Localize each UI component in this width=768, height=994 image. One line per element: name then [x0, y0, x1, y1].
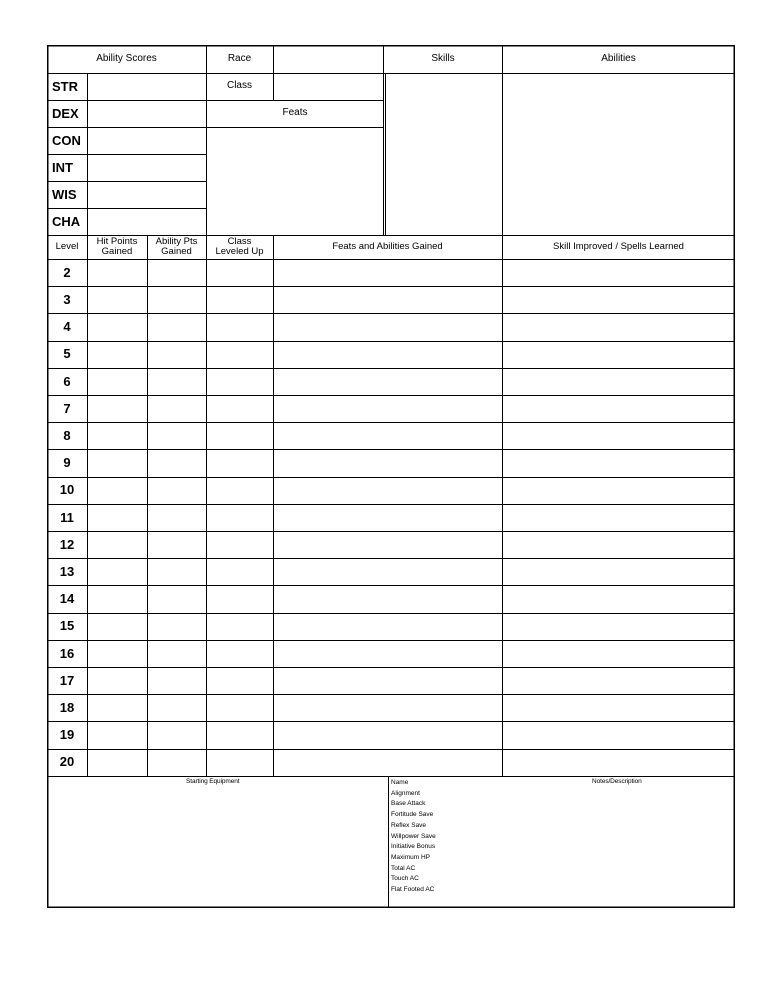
ability-scores-header: Ability Scores	[96, 52, 157, 64]
race-field[interactable]	[273, 45, 384, 73]
stat-label: Flat Footed AC	[391, 886, 435, 894]
level-hit-points-field[interactable]	[87, 449, 147, 476]
level-ability-pts-field[interactable]	[147, 694, 206, 721]
stat-label: Base Attack	[391, 800, 426, 808]
level-feats-gained-field[interactable]	[273, 368, 502, 395]
level-number: 12	[59, 536, 75, 552]
level-feats-gained-field[interactable]	[273, 667, 502, 694]
level-feats-gained-field[interactable]	[273, 395, 502, 422]
stat-label: Name	[391, 779, 409, 786]
level-feats-gained-field[interactable]	[273, 422, 502, 449]
ability-con-field[interactable]	[87, 127, 206, 154]
level-feats-gained-field[interactable]	[273, 585, 502, 612]
character-sheet	[47, 45, 735, 908]
level-skills-learned-field[interactable]	[502, 504, 735, 531]
level-skills-learned-field[interactable]	[502, 422, 735, 449]
level-ability-pts-field[interactable]	[147, 395, 206, 422]
level-skills-learned-field[interactable]	[502, 341, 735, 368]
level-hit-points-field[interactable]	[87, 749, 147, 776]
col-skill-improved: Skill Improved / Spells Learned	[553, 241, 684, 253]
level-skills-learned-field[interactable]	[502, 558, 735, 585]
col-class-leveled-up: Class Leveled Up	[215, 236, 264, 257]
level-number: 8	[63, 427, 71, 443]
level-ability-pts-field[interactable]	[147, 558, 206, 585]
col-hit-points-gained: Hit Points Gained	[96, 236, 138, 257]
ability-cha-label: CHA	[52, 213, 81, 229]
skills-header: Skills	[431, 52, 455, 64]
level-hit-points-field[interactable]	[87, 286, 147, 313]
ability-dex-field[interactable]	[87, 100, 206, 127]
level-skills-learned-field[interactable]	[502, 640, 735, 667]
level-feats-gained-field[interactable]	[273, 286, 502, 313]
starting-equipment-area[interactable]	[47, 774, 388, 908]
class-field[interactable]	[273, 73, 384, 100]
level-class-leveled-field[interactable]	[206, 749, 273, 776]
level-skills-learned-field[interactable]	[502, 667, 735, 694]
level-skills-learned-field[interactable]	[502, 449, 735, 476]
abilities-area[interactable]	[502, 73, 735, 235]
level-skills-learned-field[interactable]	[502, 477, 735, 504]
ability-wis-field[interactable]	[87, 181, 206, 208]
level-hit-points-field[interactable]	[87, 558, 147, 585]
level-class-leveled-field[interactable]	[206, 667, 273, 694]
col-ability-pts-gained: Ability Pts Gained	[155, 236, 198, 257]
level-number: 19	[59, 727, 75, 743]
stat-label: Initiative Bonus	[391, 843, 436, 851]
level-hit-points-field[interactable]	[87, 341, 147, 368]
feats-area[interactable]	[206, 127, 384, 235]
level-skills-learned-field[interactable]	[502, 721, 735, 748]
level-skills-learned-field[interactable]	[502, 313, 735, 340]
level-hit-points-field[interactable]	[87, 477, 147, 504]
level-hit-points-field[interactable]	[87, 613, 147, 640]
level-ability-pts-field[interactable]	[147, 613, 206, 640]
level-number: 14	[59, 591, 75, 607]
stat-label: Willpower Save	[391, 832, 436, 840]
level-feats-gained-field[interactable]	[273, 531, 502, 558]
level-ability-pts-field[interactable]	[147, 286, 206, 313]
level-class-leveled-field[interactable]	[206, 395, 273, 422]
level-class-leveled-field[interactable]	[206, 721, 273, 748]
level-feats-gained-field[interactable]	[273, 613, 502, 640]
level-number: 10	[59, 482, 75, 498]
level-number: 16	[59, 645, 75, 661]
skills-area[interactable]	[385, 73, 502, 235]
level-ability-pts-field[interactable]	[147, 422, 206, 449]
stat-label: Maximum HP	[391, 853, 431, 861]
level-class-leveled-field[interactable]	[206, 449, 273, 476]
level-number: 13	[59, 563, 75, 579]
level-number: 4	[63, 319, 71, 335]
level-ability-pts-field[interactable]	[147, 341, 206, 368]
ability-dex-label: DEX	[52, 105, 79, 121]
level-ability-pts-field[interactable]	[147, 313, 206, 340]
level-class-leveled-field[interactable]	[206, 694, 273, 721]
level-hit-points-field[interactable]	[87, 259, 147, 286]
stat-label: Fortitude Save	[391, 811, 434, 819]
level-number: 18	[59, 699, 75, 715]
level-ability-pts-field[interactable]	[147, 640, 206, 667]
stat-label: Total AC	[391, 864, 416, 872]
level-feats-gained-field[interactable]	[273, 721, 502, 748]
ability-cha-field[interactable]	[87, 208, 206, 235]
level-feats-gained-field[interactable]	[273, 259, 502, 286]
level-number: 7	[63, 400, 71, 416]
level-hit-points-field[interactable]	[87, 313, 147, 340]
level-ability-pts-field[interactable]	[147, 477, 206, 504]
ability-str-field[interactable]	[87, 73, 206, 100]
level-skills-learned-field[interactable]	[502, 259, 735, 286]
level-class-leveled-field[interactable]	[206, 477, 273, 504]
notes-area[interactable]	[502, 786, 735, 908]
level-class-leveled-field[interactable]	[206, 558, 273, 585]
level-skills-learned-field[interactable]	[502, 286, 735, 313]
abilities-header: Abilities	[601, 52, 636, 64]
level-skills-learned-field[interactable]	[502, 531, 735, 558]
level-hit-points-field[interactable]	[87, 504, 147, 531]
level-feats-gained-field[interactable]	[273, 477, 502, 504]
ability-wis-label: WIS	[52, 186, 77, 202]
level-feats-gained-field[interactable]	[273, 341, 502, 368]
level-number: 15	[59, 618, 75, 634]
stat-label: Alignment	[391, 789, 420, 797]
ability-str-label: STR	[52, 78, 78, 94]
level-feats-gained-field[interactable]	[273, 749, 502, 776]
ability-con-label: CON	[52, 132, 81, 148]
level-hit-points-field[interactable]	[87, 531, 147, 558]
class-label: Class	[226, 80, 252, 92]
level-feats-gained-field[interactable]	[273, 313, 502, 340]
level-class-leveled-field[interactable]	[206, 531, 273, 558]
level-number: 3	[63, 291, 71, 307]
level-class-leveled-field[interactable]	[206, 259, 273, 286]
level-ability-pts-field[interactable]	[147, 721, 206, 748]
level-hit-points-field[interactable]	[87, 694, 147, 721]
level-ability-pts-field[interactable]	[147, 531, 206, 558]
ability-int-field[interactable]	[87, 154, 206, 181]
level-skills-learned-field[interactable]	[502, 613, 735, 640]
level-hit-points-field[interactable]	[87, 585, 147, 612]
stats-list	[391, 778, 501, 896]
stat-label: Touch AC	[391, 875, 419, 883]
level-class-leveled-field[interactable]	[206, 286, 273, 313]
level-feats-gained-field[interactable]	[273, 449, 502, 476]
race-label: Race	[227, 52, 252, 64]
starting-equipment-label: Starting Equipment	[186, 778, 240, 785]
level-feats-gained-field[interactable]	[273, 558, 502, 585]
level-class-leveled-field[interactable]	[206, 313, 273, 340]
level-class-leveled-field[interactable]	[206, 368, 273, 395]
level-hit-points-field[interactable]	[87, 667, 147, 694]
level-class-leveled-field[interactable]	[206, 422, 273, 449]
ability-int-label: INT	[52, 159, 73, 175]
level-skills-learned-field[interactable]	[502, 694, 735, 721]
stat-label: Reflex Save	[391, 821, 427, 829]
level-skills-learned-field[interactable]	[502, 368, 735, 395]
feats-header: Feats	[282, 107, 308, 119]
level-ability-pts-field[interactable]	[147, 585, 206, 612]
level-class-leveled-field[interactable]	[206, 585, 273, 612]
level-hit-points-field[interactable]	[87, 368, 147, 395]
level-number: 6	[63, 373, 71, 389]
level-ability-pts-field[interactable]	[147, 449, 206, 476]
col-level: Level	[55, 241, 79, 253]
col-feats-abilities-gained: Feats and Abilities Gained	[332, 241, 443, 253]
level-number: 20	[59, 754, 75, 770]
level-number: 5	[63, 346, 71, 362]
level-ability-pts-field[interactable]	[147, 504, 206, 531]
level-class-leveled-field[interactable]	[206, 640, 273, 667]
level-hit-points-field[interactable]	[87, 640, 147, 667]
level-feats-gained-field[interactable]	[273, 694, 502, 721]
level-skills-learned-field[interactable]	[502, 395, 735, 422]
level-class-leveled-field[interactable]	[206, 613, 273, 640]
level-ability-pts-field[interactable]	[147, 259, 206, 286]
level-class-leveled-field[interactable]	[206, 504, 273, 531]
level-number: 11	[60, 509, 74, 525]
level-hit-points-field[interactable]	[87, 422, 147, 449]
level-feats-gained-field[interactable]	[273, 640, 502, 667]
level-number: 2	[63, 264, 71, 280]
level-number: 9	[63, 455, 71, 471]
level-ability-pts-field[interactable]	[147, 667, 206, 694]
level-feats-gained-field[interactable]	[273, 504, 502, 531]
level-ability-pts-field[interactable]	[147, 749, 206, 776]
notes-label: Notes/Description	[592, 778, 642, 785]
level-hit-points-field[interactable]	[87, 721, 147, 748]
level-number: 17	[59, 672, 75, 688]
level-skills-learned-field[interactable]	[502, 585, 735, 612]
level-ability-pts-field[interactable]	[147, 368, 206, 395]
level-class-leveled-field[interactable]	[206, 341, 273, 368]
level-hit-points-field[interactable]	[87, 395, 147, 422]
level-skills-learned-field[interactable]	[502, 749, 735, 776]
